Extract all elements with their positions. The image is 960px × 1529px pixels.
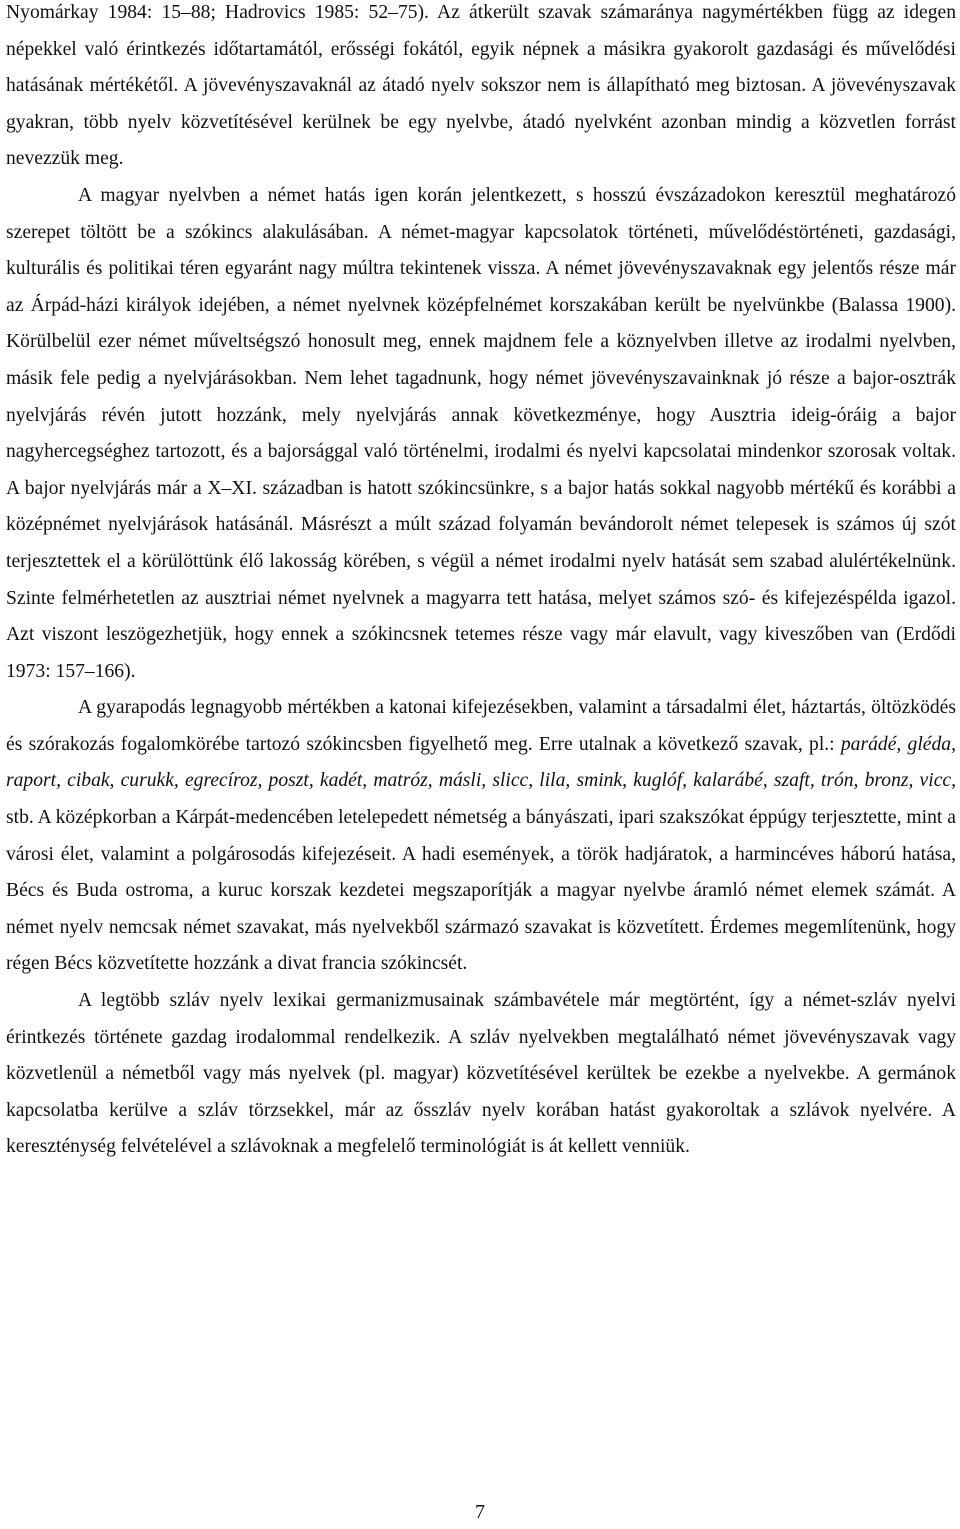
document-page <box>6 0 956 1166</box>
paragraph-3-example-words: parádé, gléda, raport, cibak, curukk, egrecíroz, poszt, kadét, matróz, másli, slicc, lila, smink, kuglóf, kalarábé, szaft, trón, bronz, vicc, <box>6 733 956 792</box>
paragraph-3 <box>6 690 956 983</box>
paragraph-3-text-b: stb. A középkorban a Kárpát-medencében letelepedett németség a bányászati, ipari szakszókat éppúgy terjesztette, mint a városi élet, valamint a polgárosodás kifejezéseit. A hadi események, a török hadjáratok, a harmincéves háború hatása, Bécs és Buda ostroma, a kuruc korszak kezdetei megszaporítják a magyar nyelvbe áramló német elemek számát. A német nyelv nemcsak német szavakat, más nyelvekből származó szavakat is közvetített. Érdemes megemlítenünk, hogy régen Bécs közvetítette hozzánk a divat francia szókincsét. <box>6 807 956 975</box>
paragraph-2-text: A magyar nyelvben a német hatás igen korán jelentkezett, s hosszú évszázadokon keresztül meghatározó szerepet töltött be a szókincs alakulásában. A német-magyar kapcsolatok történeti, művelődéstörténeti, gazdasági, kulturális és politikai téren egyaránt nagy múltra tekintenek vissza. A német jövevényszavaknak egy jelentős része már az Árpád-házi királyok idejében, a német nyelvnek középfelnémet korszakában került be nyelvünkbe (Balassa 1900). Körülbelül ezer német műveltségszó honosult meg, ennek majdnem fele a köznyelvben illetve az irodalmi nyelvben, másik fele pedig a nyelvjárásokban. Nem lehet tagadnunk, hogy német jövevényszavainknak jó része a bajor-osztrák nyelvjárás révén jutott hozzánk, mely nyelvjárás annak következménye, hogy Ausztria ideig-óráig a bajor nagyhercegséghez tartozott, és a bajorsággal való történelmi, irodalmi és nyelvi kapcsolatai mindenkor szorosak voltak. A bajor nyelvjárás már a X–XI. században is hatott szókincsünkre, s a bajor hatás sokkal nagyobb mértékű és korábbi a középnémet nyelvjárások hatásánál. Másrészt a múlt század folyamán bevándorolt német telepesek is számos új szót terjesztettek el a körülöttünk élő lakosság körében, s végül a német irodalmi nyelv hatását sem szabad alulértékelnünk. Szinte felmérhetetlen az ausztriai német nyelvnek a magyarra tett hatása, melyet számos szó- és kifejezéspélda igazol. Azt viszont leszögezhetjük, hogy ennek a szókincsnek tetemes része vagy már elavult, vagy kiveszőben van (Erdődi 1973: 157–166). <box>6 184 956 682</box>
paragraph-3-text-a: A gyarapodás legnagyobb mértékben a katonai kifejezésekben, valamint a társadalmi élet, háztartás, öltözködés és szórakozás fogalomkörébe tartozó szókincsben figyelhető meg. Erre utalnak a következő szavak, pl.: <box>6 697 956 755</box>
page-number: 7 <box>475 1501 485 1523</box>
paragraph-1-text: Nyomárkay 1984: 15–88; Hadrovics 1985: 52–75). Az átkerült szavak számaránya nagymértékben függ az idegen népekkel való érintkezés időtartamától, erősségi fokától, egyik népnek a másikra gyakorolt gazdasági és művelődési hatásának mértékétől. A jövevényszavaknál az átadó nyelv sokszor nem is állapítható meg biztosan. A jövevényszavak gyakran, több nyelv közvetítésével kerülnek be egy nyelvbe, átadó nyelvként azonban mindig a közvetlen forrást nevezzük meg. <box>6 2 956 170</box>
paragraph-4-text: A legtöbb szláv nyelv lexikai germanizmusainak számbavétele már megtörtént, így a német-szláv nyelvi érintkezés története gazdag irodalommal rendelkezik. A szláv nyelvekben megtalálható német jövevényszavak vagy közvetlenül a németből vagy más nyelvek (pl. magyar) közvetítésével kerültek be ezekbe a nyelvekbe. A germánok kapcsolatba kerülve a szláv törzsekkel, már az ősszláv nyelv korában hatást gyakoroltak a szlávok nyelvére. A kereszténység felvételével a szlávoknak a megfelelő terminológiát is át kellett venniük. <box>6 990 956 1158</box>
paragraph-4 <box>6 983 956 1166</box>
paragraph-1 <box>6 0 956 178</box>
paragraph-2 <box>6 178 956 690</box>
